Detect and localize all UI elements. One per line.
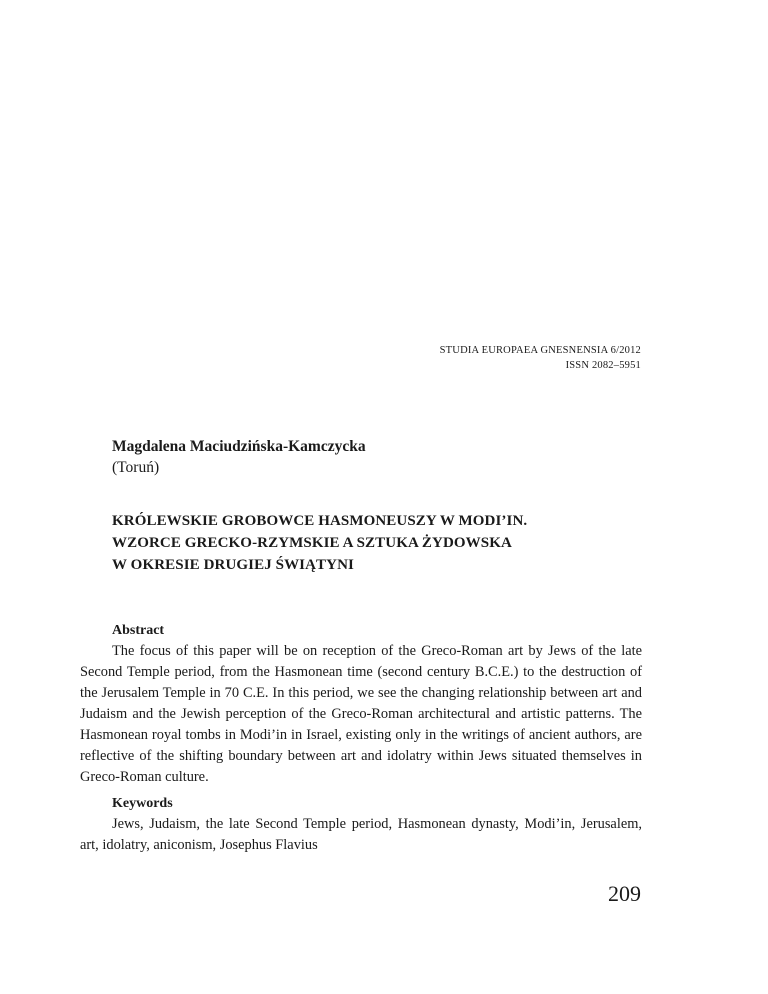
- author-name: Magdalena Maciudzińska-Kamczycka: [112, 438, 366, 455]
- keywords-text: Jews, Judaism, the late Second Temple period, Hasmonean dynasty, Modi’in, Jerusalem, art, idolatry, aniconism, Josephus Flavius: [80, 816, 642, 853]
- title-line-3: W OKRESIE DRUGIEJ ŚWIĄTYNI: [112, 557, 354, 573]
- abstract-heading: Abstract: [112, 623, 165, 638]
- author-block: [112, 436, 672, 478]
- article-title: [112, 510, 672, 576]
- abstract-section: [80, 620, 642, 788]
- keywords-heading: Keywords: [112, 796, 173, 811]
- title-line-1: KRÓLEWSKIE GROBOWCE HASMONEUSZY W MODI’IN.: [112, 513, 528, 529]
- title-line-2: WZORCE GRECKO-RZYMSKIE A SZTUKA ŻYDOWSKA: [112, 535, 512, 551]
- journal-series: STUDIA EUROPAEA GNESNENSIA 6/2012: [439, 345, 641, 356]
- author-affiliation: (Toruń): [112, 459, 160, 476]
- page-number: 209: [608, 881, 641, 906]
- journal-info: [440, 343, 641, 373]
- abstract-text: The focus of this paper will be on reception of the Greco-Roman art by Jews of the late Second Temple period, from the Hasmonean time (second century B.C.E.) to the destruction of the Jerusalem Temple in 70 C.E. In this period, we see the changing relationship between art and Judaism and the Jewish perception of the Greco-Roman architectural and artistic patterns. The Hasmonean royal tombs in Modi’in in Israel, existing only in the writings of ancient authors, are reflective of the shifting boundary between art and idolatry within Jews situated themselves in Greco-Roman culture.: [80, 643, 642, 785]
- journal-issn: ISSN 2082–5951: [565, 360, 641, 371]
- keywords-section: [80, 793, 642, 856]
